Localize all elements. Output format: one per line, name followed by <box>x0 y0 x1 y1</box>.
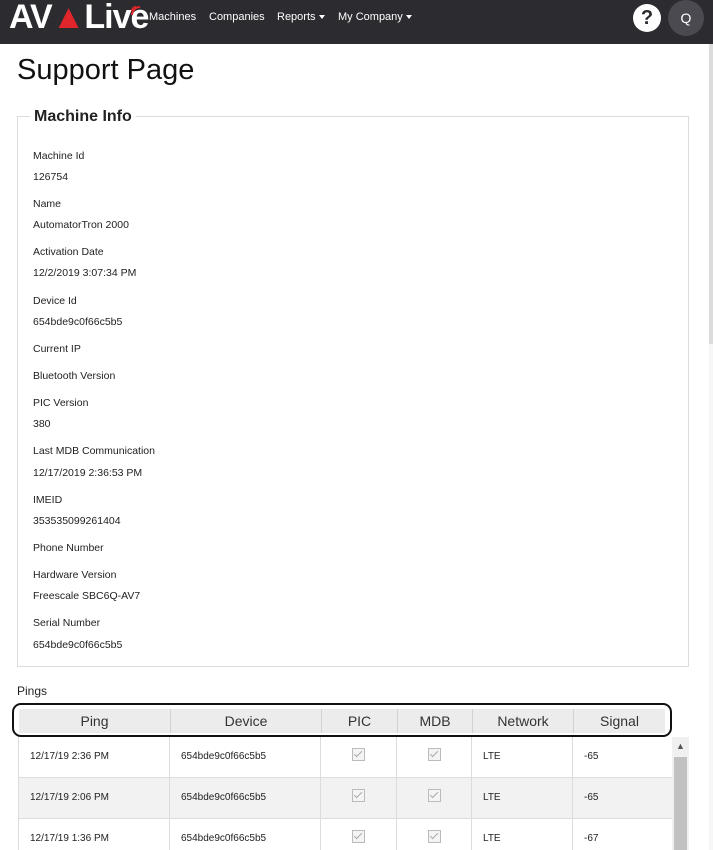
pings-table-header <box>12 703 672 737</box>
ping-cell: 12/17/19 1:36 PM <box>19 819 170 850</box>
device-cell: 654bde9c0f66c5b5 <box>170 819 321 850</box>
table-scrollbar[interactable] <box>672 737 689 850</box>
hardware-version-value: Freescale SBC6Q-AV7 <box>33 590 141 602</box>
col-mdb-header[interactable]: MDB <box>398 709 473 733</box>
caret-down-icon <box>319 15 325 19</box>
nav-machines[interactable] <box>149 11 196 23</box>
nav-companies-label: Companies <box>209 11 265 23</box>
mdb-cell <box>397 737 472 777</box>
mdb-cell <box>397 778 472 818</box>
signal-wave-icon <box>129 3 145 19</box>
imeid-label: IMEID <box>33 494 63 506</box>
mdb-checkbox <box>428 830 441 843</box>
nav-my-company-dropdown[interactable] <box>338 11 412 23</box>
activation-date-label: Activation Date <box>33 246 104 258</box>
nav-reports-dropdown[interactable] <box>277 11 325 23</box>
ping-cell: 12/17/19 2:36 PM <box>19 737 170 777</box>
mdb-checkbox <box>428 789 441 802</box>
activation-date-value: 12/2/2019 3:07:34 PM <box>33 267 137 279</box>
pic-version-value: 380 <box>33 418 51 430</box>
signal-cell: -65 <box>584 792 599 803</box>
pic-cell <box>321 778 397 818</box>
serial-number-label: Serial Number <box>33 617 101 629</box>
imeid-value: 353535099261404 <box>33 515 121 527</box>
pic-cell <box>321 819 397 850</box>
device-id-label: Device Id <box>33 295 77 307</box>
table-scroll-thumb[interactable] <box>674 757 687 850</box>
last-mdb-communication-label: Last MDB Communication <box>33 445 155 457</box>
col-signal-header[interactable]: Signal <box>600 713 639 729</box>
pic-cell <box>321 737 397 777</box>
col-pic-header[interactable]: PIC <box>322 709 398 733</box>
pic-checkbox <box>352 830 365 843</box>
phone-number-label: Phone Number <box>33 542 104 554</box>
nav-companies[interactable] <box>209 11 265 23</box>
user-avatar[interactable]: Q <box>668 0 704 36</box>
network-cell: LTE <box>472 819 573 850</box>
mdb-cell <box>397 819 472 850</box>
hardware-version-label: Hardware Version <box>33 569 117 581</box>
nav-machines-label: Machines <box>149 11 197 23</box>
logo-av-text: AV <box>9 0 52 36</box>
device-cell: 654bde9c0f66c5b5 <box>170 778 321 818</box>
scroll-up-arrow-icon[interactable]: ▲ <box>676 741 685 751</box>
table-row <box>19 819 673 850</box>
table-row <box>19 778 673 819</box>
last-mdb-communication-value: 12/17/2019 2:36:53 PM <box>33 467 143 479</box>
machine-info-legend: Machine Info <box>30 108 136 126</box>
current-ip-label: Current IP <box>33 343 81 355</box>
machine-info-panel <box>17 108 689 667</box>
logo-live-text: Live <box>84 0 149 36</box>
page-scrollbar[interactable] <box>709 44 713 850</box>
help-icon[interactable]: ? <box>633 4 661 32</box>
top-navbar <box>0 0 713 44</box>
device-cell: 654bde9c0f66c5b5 <box>170 737 321 777</box>
page-scroll-thumb[interactable] <box>709 44 713 344</box>
machine-id-value: 126754 <box>33 171 69 183</box>
table-row <box>19 737 673 778</box>
network-cell: LTE <box>472 737 573 777</box>
ping-cell: 12/17/19 2:06 PM <box>19 778 170 818</box>
mdb-checkbox <box>428 748 441 761</box>
pings-header-row <box>19 709 665 733</box>
col-network-header[interactable]: Network <box>473 709 574 733</box>
pic-checkbox <box>352 789 365 802</box>
col-device-header[interactable]: Device <box>171 709 322 733</box>
pings-table-body <box>18 737 673 850</box>
machine-id-label: Machine Id <box>33 150 85 162</box>
caret-down-icon <box>406 15 412 19</box>
device-id-value: 654bde9c0f66c5b5 <box>33 316 123 328</box>
nav-reports-label: Reports <box>277 11 316 23</box>
page-title: Support Page <box>17 54 195 86</box>
pic-checkbox <box>352 748 365 761</box>
nav-my-company-label: My Company <box>338 11 403 23</box>
col-ping-header[interactable]: Ping <box>19 709 171 733</box>
bluetooth-version-label: Bluetooth Version <box>33 370 116 382</box>
network-cell: LTE <box>472 778 573 818</box>
pings-label: Pings <box>17 684 48 698</box>
serial-number-value: 654bde9c0f66c5b5 <box>33 639 123 651</box>
logo-triangle-icon: ▲ <box>51 0 85 36</box>
signal-cell: -67 <box>584 833 599 844</box>
signal-cell: -65 <box>584 751 599 762</box>
name-label: Name <box>33 198 62 210</box>
name-value: AutomatorTron 2000 <box>33 219 129 231</box>
pic-version-label: PIC Version <box>33 397 89 409</box>
